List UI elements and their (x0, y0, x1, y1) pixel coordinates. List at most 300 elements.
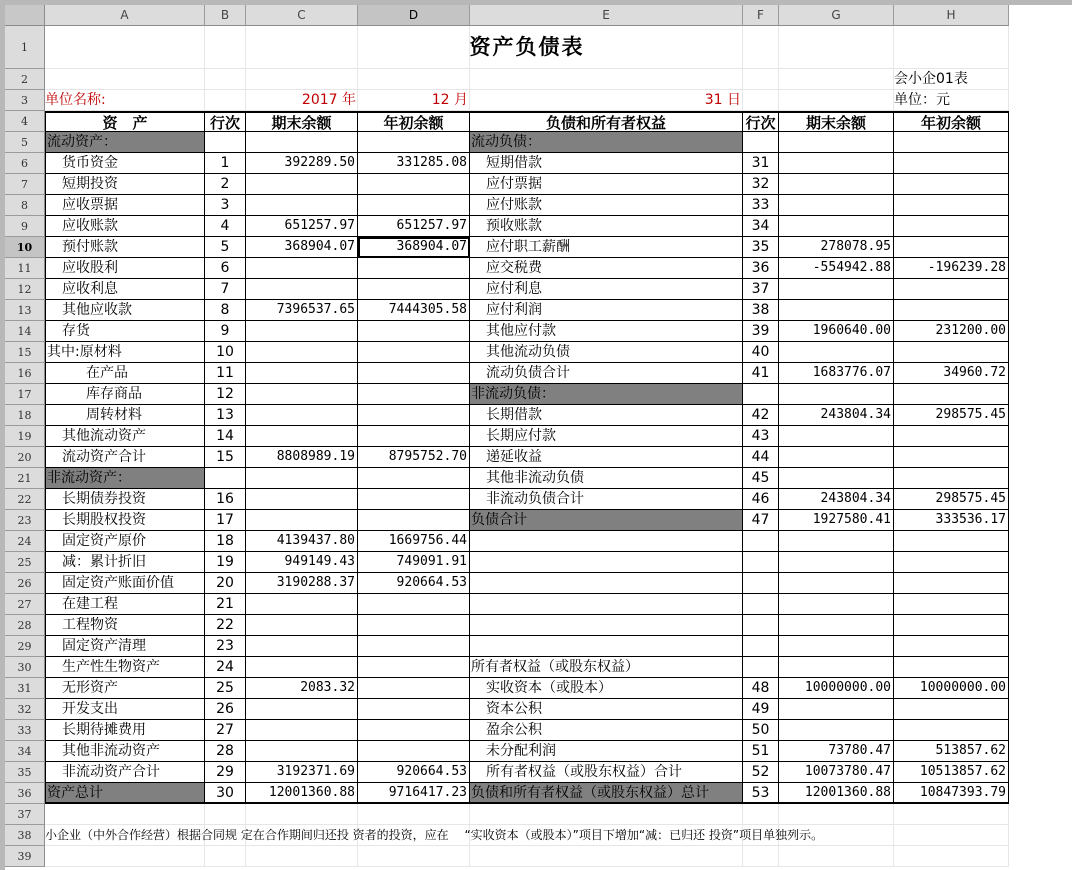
amount-cell[interactable] (246, 384, 358, 405)
line-number[interactable]: 4 (205, 216, 246, 237)
select-all-corner[interactable] (5, 5, 45, 26)
asset-item[interactable]: 非流动资产合计 (45, 762, 205, 783)
amount-cell[interactable]: 368904.07 (246, 237, 358, 258)
amount-cell[interactable] (358, 678, 470, 699)
grid-cell[interactable] (246, 804, 358, 825)
amount-cell[interactable] (358, 657, 470, 678)
row-header-23[interactable]: 23 (5, 510, 45, 531)
asset-item[interactable]: 其他非流动资产 (45, 741, 205, 762)
amount-cell[interactable]: 331285.08 (358, 153, 470, 174)
amount-cell[interactable] (894, 279, 1009, 300)
grid-cell[interactable] (45, 69, 205, 90)
line-number[interactable]: 53 (743, 783, 779, 804)
line-number[interactable]: 16 (205, 489, 246, 510)
line-number[interactable]: 38 (743, 300, 779, 321)
asset-item[interactable]: 应收利息 (45, 279, 205, 300)
amount-cell[interactable] (358, 741, 470, 762)
asset-item[interactable]: 周转材料 (45, 405, 205, 426)
grid-cell[interactable] (205, 804, 246, 825)
amount-cell[interactable]: 4139437.80 (246, 531, 358, 552)
amount-cell[interactable] (246, 405, 358, 426)
amount-cell[interactable]: -196239.28 (894, 258, 1009, 279)
amount-cell[interactable] (358, 615, 470, 636)
asset-item[interactable]: 存货 (45, 321, 205, 342)
amount-cell[interactable] (358, 489, 470, 510)
line-number[interactable]: 22 (205, 615, 246, 636)
amount-cell[interactable] (358, 342, 470, 363)
grid-cell[interactable] (894, 846, 1009, 867)
line-number[interactable]: 52 (743, 762, 779, 783)
amount-cell[interactable] (779, 384, 894, 405)
liability-item[interactable]: 其他应付款 (470, 321, 743, 342)
asset-item[interactable]: 固定资产原价 (45, 531, 205, 552)
row-header-28[interactable]: 28 (5, 615, 45, 636)
amount-cell[interactable] (358, 720, 470, 741)
asset-item[interactable]: 长期股权投资 (45, 510, 205, 531)
empty-sheet-area[interactable] (1009, 26, 1072, 870)
row-header-6[interactable]: 6 (5, 153, 45, 174)
line-number[interactable] (205, 132, 246, 153)
asset-item[interactable]: 预付账款 (45, 237, 205, 258)
line-number[interactable] (743, 615, 779, 636)
line-number[interactable] (743, 132, 779, 153)
amount-cell[interactable] (246, 615, 358, 636)
line-number[interactable]: 50 (743, 720, 779, 741)
amount-cell[interactable] (358, 384, 470, 405)
liability-item[interactable] (470, 615, 743, 636)
column-header-h[interactable]: H (894, 5, 1009, 26)
amount-cell[interactable]: 298575.45 (894, 405, 1009, 426)
amount-cell[interactable] (894, 216, 1009, 237)
amount-cell[interactable] (246, 741, 358, 762)
liability-item[interactable]: 递延收益 (470, 447, 743, 468)
line-number[interactable]: 42 (743, 405, 779, 426)
amount-cell[interactable]: 949149.43 (246, 552, 358, 573)
row-header-32[interactable]: 32 (5, 699, 45, 720)
asset-item[interactable]: 长期待摊费用 (45, 720, 205, 741)
liability-item[interactable] (470, 531, 743, 552)
amount-cell[interactable]: 2083.32 (246, 678, 358, 699)
liability-item[interactable]: 盈余公积 (470, 720, 743, 741)
asset-item[interactable]: 应收票据 (45, 195, 205, 216)
asset-item[interactable]: 其中:原材料 (45, 342, 205, 363)
line-number[interactable]: 35 (743, 237, 779, 258)
grid-cell[interactable] (45, 846, 205, 867)
amount-cell[interactable] (246, 699, 358, 720)
line-number[interactable]: 23 (205, 636, 246, 657)
amount-cell[interactable]: 1683776.07 (779, 363, 894, 384)
grid-cell[interactable] (743, 846, 779, 867)
line-number[interactable] (743, 384, 779, 405)
line-number[interactable]: 31 (743, 153, 779, 174)
amount-cell[interactable] (358, 426, 470, 447)
asset-item[interactable]: 库存商品 (45, 384, 205, 405)
column-header-g[interactable]: G (779, 5, 894, 26)
line-number[interactable]: 14 (205, 426, 246, 447)
row-header-19[interactable]: 19 (5, 426, 45, 447)
grid-cell[interactable] (205, 69, 246, 90)
amount-cell[interactable] (894, 573, 1009, 594)
liability-item[interactable]: 应交税费 (470, 258, 743, 279)
line-number[interactable]: 51 (743, 741, 779, 762)
line-number[interactable]: 47 (743, 510, 779, 531)
row-header-33[interactable]: 33 (5, 720, 45, 741)
asset-item[interactable]: 长期债券投资 (45, 489, 205, 510)
line-number[interactable]: 11 (205, 363, 246, 384)
row-header-8[interactable]: 8 (5, 195, 45, 216)
line-number[interactable]: 1 (205, 153, 246, 174)
amount-cell[interactable] (246, 594, 358, 615)
column-header-d[interactable]: D (358, 5, 470, 26)
asset-item[interactable]: 资产总计 (45, 783, 205, 804)
row-header-20[interactable]: 20 (5, 447, 45, 468)
row-header-1[interactable]: 1 (5, 26, 45, 69)
liability-item[interactable]: 未分配利润 (470, 741, 743, 762)
row-header-24[interactable]: 24 (5, 531, 45, 552)
amount-cell[interactable] (246, 321, 358, 342)
line-number[interactable] (743, 552, 779, 573)
row-header-2[interactable]: 2 (5, 69, 45, 90)
amount-cell[interactable]: 12001360.88 (779, 783, 894, 804)
row-header-16[interactable]: 16 (5, 363, 45, 384)
liability-item[interactable]: 应付利润 (470, 300, 743, 321)
amount-cell[interactable]: 368904.07 (358, 237, 470, 258)
amount-cell[interactable]: 1927580.41 (779, 510, 894, 531)
amount-cell[interactable] (894, 195, 1009, 216)
line-number[interactable]: 37 (743, 279, 779, 300)
amount-cell[interactable] (894, 426, 1009, 447)
line-number[interactable] (743, 573, 779, 594)
row-header-7[interactable]: 7 (5, 174, 45, 195)
amount-cell[interactable] (779, 279, 894, 300)
grid-cell[interactable] (470, 69, 743, 90)
asset-item[interactable]: 无形资产 (45, 678, 205, 699)
line-number[interactable] (743, 594, 779, 615)
amount-cell[interactable] (894, 132, 1009, 153)
line-number[interactable]: 6 (205, 258, 246, 279)
row-header-30[interactable]: 30 (5, 657, 45, 678)
liability-item[interactable]: 应付票据 (470, 174, 743, 195)
line-number[interactable]: 24 (205, 657, 246, 678)
grid-cell[interactable] (205, 846, 246, 867)
liability-item[interactable] (470, 636, 743, 657)
amount-cell[interactable] (246, 636, 358, 657)
row-header-27[interactable]: 27 (5, 594, 45, 615)
amount-cell[interactable] (779, 468, 894, 489)
asset-item[interactable]: 工程物资 (45, 615, 205, 636)
amount-cell[interactable] (894, 153, 1009, 174)
amount-cell[interactable] (894, 720, 1009, 741)
amount-cell[interactable] (246, 195, 358, 216)
line-number[interactable]: 40 (743, 342, 779, 363)
amount-cell[interactable] (894, 468, 1009, 489)
grid-cell[interactable] (358, 846, 470, 867)
line-number[interactable]: 18 (205, 531, 246, 552)
amount-cell[interactable] (358, 321, 470, 342)
amount-cell[interactable]: 10073780.47 (779, 762, 894, 783)
amount-cell[interactable] (779, 573, 894, 594)
row-header-10[interactable]: 10 (5, 237, 45, 258)
asset-item[interactable]: 应收账款 (45, 216, 205, 237)
amount-cell[interactable] (779, 657, 894, 678)
asset-item[interactable]: 减：累计折旧 (45, 552, 205, 573)
row-header-12[interactable]: 12 (5, 279, 45, 300)
grid-cell[interactable] (358, 69, 470, 90)
liability-item[interactable]: 非流动负债： (470, 384, 743, 405)
amount-cell[interactable] (779, 195, 894, 216)
line-number[interactable]: 7 (205, 279, 246, 300)
line-number[interactable]: 10 (205, 342, 246, 363)
amount-cell[interactable] (246, 258, 358, 279)
amount-cell[interactable] (894, 531, 1009, 552)
amount-cell[interactable]: 278078.95 (779, 237, 894, 258)
grid-cell[interactable] (743, 90, 779, 111)
line-number[interactable]: 33 (743, 195, 779, 216)
line-number[interactable]: 28 (205, 741, 246, 762)
amount-cell[interactable]: 10847393.79 (894, 783, 1009, 804)
liability-item[interactable]: 长期应付款 (470, 426, 743, 447)
liability-item[interactable]: 所有者权益（或股东权益）合计 (470, 762, 743, 783)
line-number[interactable]: 12 (205, 384, 246, 405)
amount-cell[interactable] (779, 300, 894, 321)
column-header-e[interactable]: E (470, 5, 743, 26)
asset-item[interactable]: 短期投资 (45, 174, 205, 195)
asset-item[interactable]: 其他流动资产 (45, 426, 205, 447)
line-number[interactable]: 13 (205, 405, 246, 426)
amount-cell[interactable] (779, 531, 894, 552)
amount-cell[interactable] (779, 342, 894, 363)
column-header-b[interactable]: B (205, 5, 246, 26)
line-number[interactable]: 29 (205, 762, 246, 783)
line-number[interactable]: 32 (743, 174, 779, 195)
amount-cell[interactable] (894, 237, 1009, 258)
amount-cell[interactable]: 298575.45 (894, 489, 1009, 510)
amount-cell[interactable] (246, 342, 358, 363)
asset-item[interactable]: 在产品 (45, 363, 205, 384)
line-number[interactable]: 36 (743, 258, 779, 279)
line-number[interactable]: 17 (205, 510, 246, 531)
liability-item[interactable]: 短期借款 (470, 153, 743, 174)
line-number[interactable] (743, 636, 779, 657)
amount-cell[interactable]: 392289.50 (246, 153, 358, 174)
amount-cell[interactable] (779, 132, 894, 153)
amount-cell[interactable]: -554942.88 (779, 258, 894, 279)
amount-cell[interactable]: 3192371.69 (246, 762, 358, 783)
amount-cell[interactable]: 7444305.58 (358, 300, 470, 321)
liability-item[interactable]: 负债和所有者权益（或股东权益）总计 (470, 783, 743, 804)
liability-item[interactable]: 负债合计 (470, 510, 743, 531)
liability-item[interactable]: 其他流动负债 (470, 342, 743, 363)
amount-cell[interactable] (779, 216, 894, 237)
amount-cell[interactable] (894, 342, 1009, 363)
row-header-21[interactable]: 21 (5, 468, 45, 489)
amount-cell[interactable]: 73780.47 (779, 741, 894, 762)
line-number[interactable]: 41 (743, 363, 779, 384)
liability-item[interactable]: 应付利息 (470, 279, 743, 300)
amount-cell[interactable] (779, 447, 894, 468)
amount-cell[interactable] (358, 258, 470, 279)
amount-cell[interactable] (894, 384, 1009, 405)
liability-item[interactable]: 其他非流动负债 (470, 468, 743, 489)
amount-cell[interactable]: 651257.97 (246, 216, 358, 237)
row-header-22[interactable]: 22 (5, 489, 45, 510)
amount-cell[interactable]: 243804.34 (779, 489, 894, 510)
amount-cell[interactable] (246, 468, 358, 489)
amount-cell[interactable] (779, 699, 894, 720)
amount-cell[interactable]: 10000000.00 (779, 678, 894, 699)
row-header-31[interactable]: 31 (5, 678, 45, 699)
grid-cell[interactable] (246, 69, 358, 90)
asset-item[interactable]: 固定资产清理 (45, 636, 205, 657)
line-number[interactable]: 3 (205, 195, 246, 216)
amount-cell[interactable] (246, 657, 358, 678)
amount-cell[interactable] (246, 279, 358, 300)
line-number[interactable]: 19 (205, 552, 246, 573)
amount-cell[interactable] (246, 132, 358, 153)
row-header-9[interactable]: 9 (5, 216, 45, 237)
amount-cell[interactable] (894, 636, 1009, 657)
liability-item[interactable]: 流动负债合计 (470, 363, 743, 384)
asset-item[interactable]: 生产性生物资产 (45, 657, 205, 678)
amount-cell[interactable] (358, 594, 470, 615)
row-header-36[interactable]: 36 (5, 783, 45, 804)
amount-cell[interactable] (779, 720, 894, 741)
amount-cell[interactable] (894, 699, 1009, 720)
liability-item[interactable] (470, 552, 743, 573)
amount-cell[interactable] (894, 174, 1009, 195)
row-header-15[interactable]: 15 (5, 342, 45, 363)
amount-cell[interactable] (894, 447, 1009, 468)
asset-item[interactable]: 货币资金 (45, 153, 205, 174)
line-number[interactable]: 5 (205, 237, 246, 258)
row-header-14[interactable]: 14 (5, 321, 45, 342)
amount-cell[interactable] (779, 174, 894, 195)
amount-cell[interactable]: 920664.53 (358, 573, 470, 594)
asset-item[interactable]: 非流动资产： (45, 468, 205, 489)
asset-item[interactable]: 开发支出 (45, 699, 205, 720)
line-number[interactable]: 34 (743, 216, 779, 237)
amount-cell[interactable] (246, 489, 358, 510)
row-header-5[interactable]: 5 (5, 132, 45, 153)
grid-cell[interactable] (743, 804, 779, 825)
line-number[interactable]: 15 (205, 447, 246, 468)
line-number[interactable]: 39 (743, 321, 779, 342)
liability-item[interactable] (470, 573, 743, 594)
amount-cell[interactable]: 10513857.62 (894, 762, 1009, 783)
grid-cell[interactable] (743, 69, 779, 90)
amount-cell[interactable]: 513857.62 (894, 741, 1009, 762)
row-header-18[interactable]: 18 (5, 405, 45, 426)
amount-cell[interactable] (779, 636, 894, 657)
amount-cell[interactable]: 243804.34 (779, 405, 894, 426)
amount-cell[interactable] (358, 132, 470, 153)
amount-cell[interactable] (779, 153, 894, 174)
asset-item[interactable]: 固定资产账面价值 (45, 573, 205, 594)
liability-item[interactable] (470, 594, 743, 615)
amount-cell[interactable]: 12001360.88 (246, 783, 358, 804)
line-number[interactable]: 20 (205, 573, 246, 594)
grid-cell[interactable] (470, 804, 743, 825)
line-number[interactable]: 8 (205, 300, 246, 321)
amount-cell[interactable]: 920664.53 (358, 762, 470, 783)
amount-cell[interactable]: 3190288.37 (246, 573, 358, 594)
amount-cell[interactable] (358, 636, 470, 657)
line-number[interactable] (743, 657, 779, 678)
liability-item[interactable]: 长期借款 (470, 405, 743, 426)
line-number[interactable]: 48 (743, 678, 779, 699)
line-number[interactable]: 9 (205, 321, 246, 342)
amount-cell[interactable] (358, 468, 470, 489)
row-header-37[interactable]: 37 (5, 804, 45, 825)
amount-cell[interactable] (779, 552, 894, 573)
amount-cell[interactable]: 1960640.00 (779, 321, 894, 342)
amount-cell[interactable] (358, 699, 470, 720)
line-number[interactable]: 27 (205, 720, 246, 741)
amount-cell[interactable]: 1669756.44 (358, 531, 470, 552)
amount-cell[interactable] (246, 363, 358, 384)
grid-cell[interactable] (205, 90, 246, 111)
liability-item[interactable]: 资本公积 (470, 699, 743, 720)
amount-cell[interactable]: 8808989.19 (246, 447, 358, 468)
amount-cell[interactable] (894, 552, 1009, 573)
row-header-4[interactable]: 4 (5, 111, 45, 132)
row-header-3[interactable]: 3 (5, 90, 45, 111)
amount-cell[interactable] (779, 615, 894, 636)
grid-cell[interactable] (45, 804, 205, 825)
grid-cell[interactable] (779, 804, 894, 825)
asset-item[interactable]: 应收股利 (45, 258, 205, 279)
line-number[interactable]: 46 (743, 489, 779, 510)
amount-cell[interactable] (358, 174, 470, 195)
amount-cell[interactable]: 333536.17 (894, 510, 1009, 531)
amount-cell[interactable]: 231200.00 (894, 321, 1009, 342)
grid-cell[interactable] (779, 90, 894, 111)
row-header-39[interactable]: 39 (5, 846, 45, 867)
row-header-29[interactable]: 29 (5, 636, 45, 657)
amount-cell[interactable] (358, 510, 470, 531)
line-number[interactable] (743, 531, 779, 552)
column-header-f[interactable]: F (743, 5, 779, 26)
amount-cell[interactable] (779, 426, 894, 447)
amount-cell[interactable] (358, 363, 470, 384)
row-header-35[interactable]: 35 (5, 762, 45, 783)
amount-cell[interactable] (246, 720, 358, 741)
amount-cell[interactable] (358, 279, 470, 300)
amount-cell[interactable]: 8795752.70 (358, 447, 470, 468)
amount-cell[interactable] (246, 426, 358, 447)
row-header-11[interactable]: 11 (5, 258, 45, 279)
liability-item[interactable]: 应付职工薪酬 (470, 237, 743, 258)
asset-item[interactable]: 流动资产： (45, 132, 205, 153)
column-header-c[interactable]: C (246, 5, 358, 26)
amount-cell[interactable] (894, 615, 1009, 636)
line-number[interactable]: 49 (743, 699, 779, 720)
amount-cell[interactable] (894, 300, 1009, 321)
amount-cell[interactable] (894, 594, 1009, 615)
asset-item[interactable]: 流动资产合计 (45, 447, 205, 468)
row-header-34[interactable]: 34 (5, 741, 45, 762)
line-number[interactable]: 45 (743, 468, 779, 489)
row-header-13[interactable]: 13 (5, 300, 45, 321)
asset-item[interactable]: 其他应收款 (45, 300, 205, 321)
row-header-17[interactable]: 17 (5, 384, 45, 405)
column-header-a[interactable]: A (45, 5, 205, 26)
line-number[interactable]: 21 (205, 594, 246, 615)
line-number[interactable]: 25 (205, 678, 246, 699)
line-number[interactable]: 26 (205, 699, 246, 720)
amount-cell[interactable] (358, 405, 470, 426)
line-number[interactable]: 30 (205, 783, 246, 804)
